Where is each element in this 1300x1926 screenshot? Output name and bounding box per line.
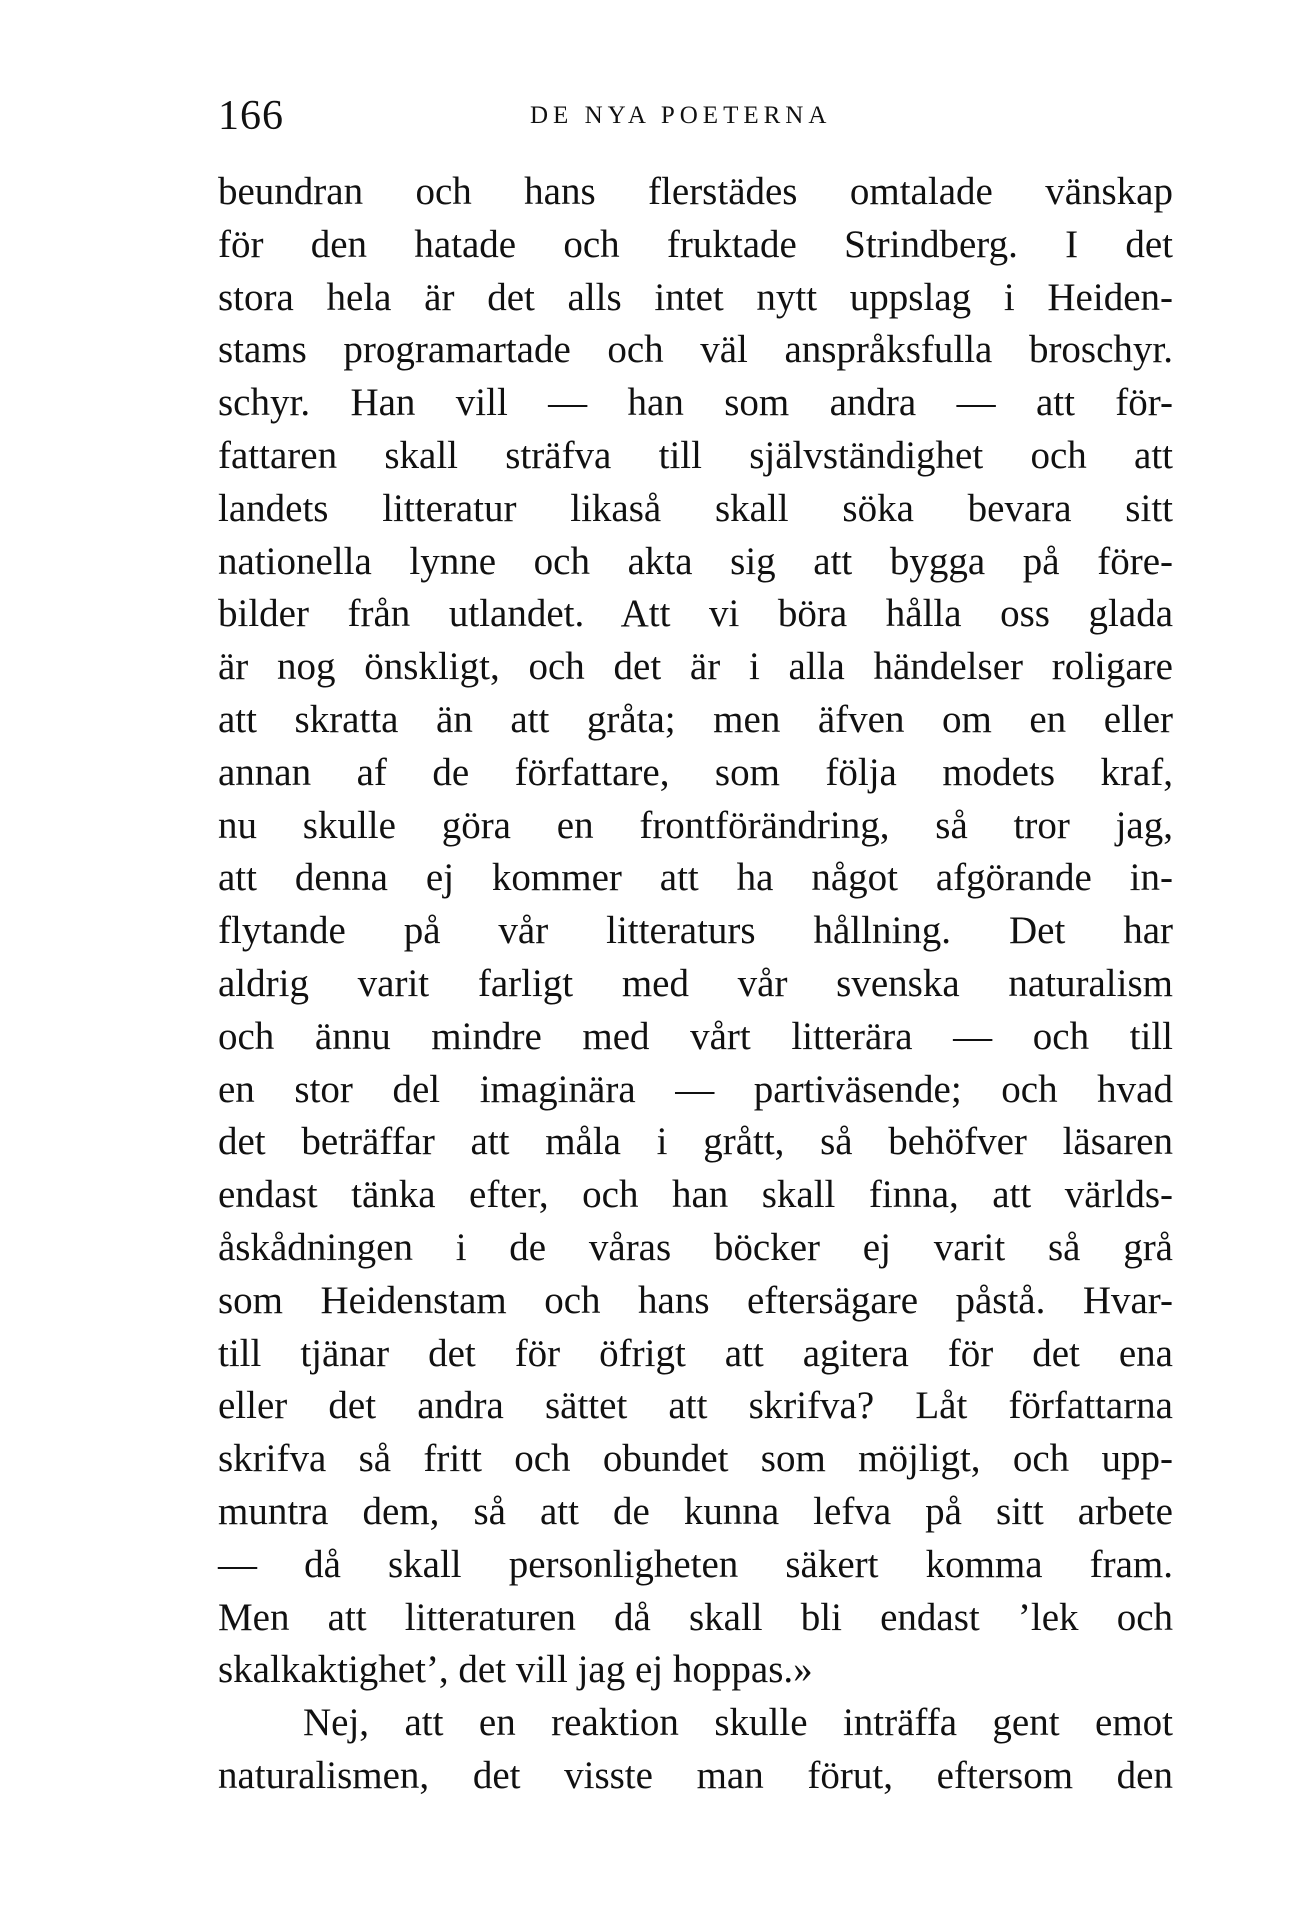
text-line: och ännu mindre med vårt litterära — och till: [218, 1014, 1173, 1058]
text-line: endast tänka efter, och han skall finna, att världs-: [218, 1173, 1173, 1217]
text-line: Nej, att en reaktion skulle inträffa gent emot: [303, 1701, 1173, 1745]
text-line: nu skulle göra en frontförändring, så tror jag,: [218, 803, 1173, 847]
text-line: stora hela är det alls intet nytt uppslag i Heiden-: [218, 275, 1173, 319]
text-line: nationella lynne och akta sig att bygga på före-: [218, 539, 1173, 583]
page-header: [218, 92, 1178, 142]
text-line: stams programartade och väl anspråksfulla broschyr.: [218, 328, 1173, 372]
text-line: — då skall personligheten säkert komma fram.: [218, 1542, 1173, 1586]
text-line: fattaren skall sträfva till självständighet och att: [218, 433, 1173, 477]
running-title: DE NYA POETERNA: [530, 102, 832, 129]
text-line: aldrig varit farligt med vår svenska naturalism: [218, 961, 1173, 1005]
text-line: åskådningen i de våras böcker ej varit så grå: [218, 1225, 1173, 1269]
text-line: bilder från utlandet. Att vi böra hålla oss glada: [218, 592, 1173, 636]
text-line: Men att litteraturen då skall bli endast ’lek och: [218, 1595, 1173, 1639]
text-line: flytande på vår litteraturs hållning. Det har: [218, 909, 1173, 953]
text-line: som Heidenstam och hans eftersägare påstå. Hvar-: [218, 1278, 1173, 1322]
text-line: muntra dem, så att de kunna lefva på sitt arbete: [218, 1489, 1173, 1533]
text-line: för den hatade och fruktade Strindberg. I det: [218, 222, 1173, 266]
text-line: schyr. Han vill — han som andra — att för-: [218, 381, 1173, 425]
text-line: eller det andra sättet att skrifva? Låt författarna: [218, 1384, 1173, 1428]
text-line: landets litteratur likaså skall söka bevara sitt: [218, 486, 1173, 530]
text-line: är nog önskligt, och det är i alla händelser roligare: [218, 645, 1173, 689]
text-line: att denna ej kommer att ha något afgörande in-: [218, 856, 1173, 900]
text-line: skrifva så fritt och obundet som möjligt, och upp-: [218, 1437, 1173, 1481]
text-line: till tjänar det för öfrigt att agitera för det ena: [218, 1331, 1173, 1375]
text-line: annan af de författare, som följa modets kraf,: [218, 750, 1173, 794]
text-line: att skratta än att gråta; men äfven om en eller: [218, 697, 1173, 741]
body-text: [218, 166, 1173, 1803]
text-line: skalkaktighet’, det vill jag ej hoppas.»: [218, 1648, 813, 1692]
page-number: 166: [218, 93, 284, 139]
text-line: beundran och hans flerstädes omtalade vänskap: [218, 170, 1173, 213]
text-line: det beträffar att måla i grått, så behöfver läsaren: [218, 1120, 1173, 1164]
text-line: en stor del imaginära — partiväsende; och hvad: [218, 1067, 1173, 1111]
text-line: naturalismen, det visste man förut, eftersom den: [218, 1753, 1173, 1797]
